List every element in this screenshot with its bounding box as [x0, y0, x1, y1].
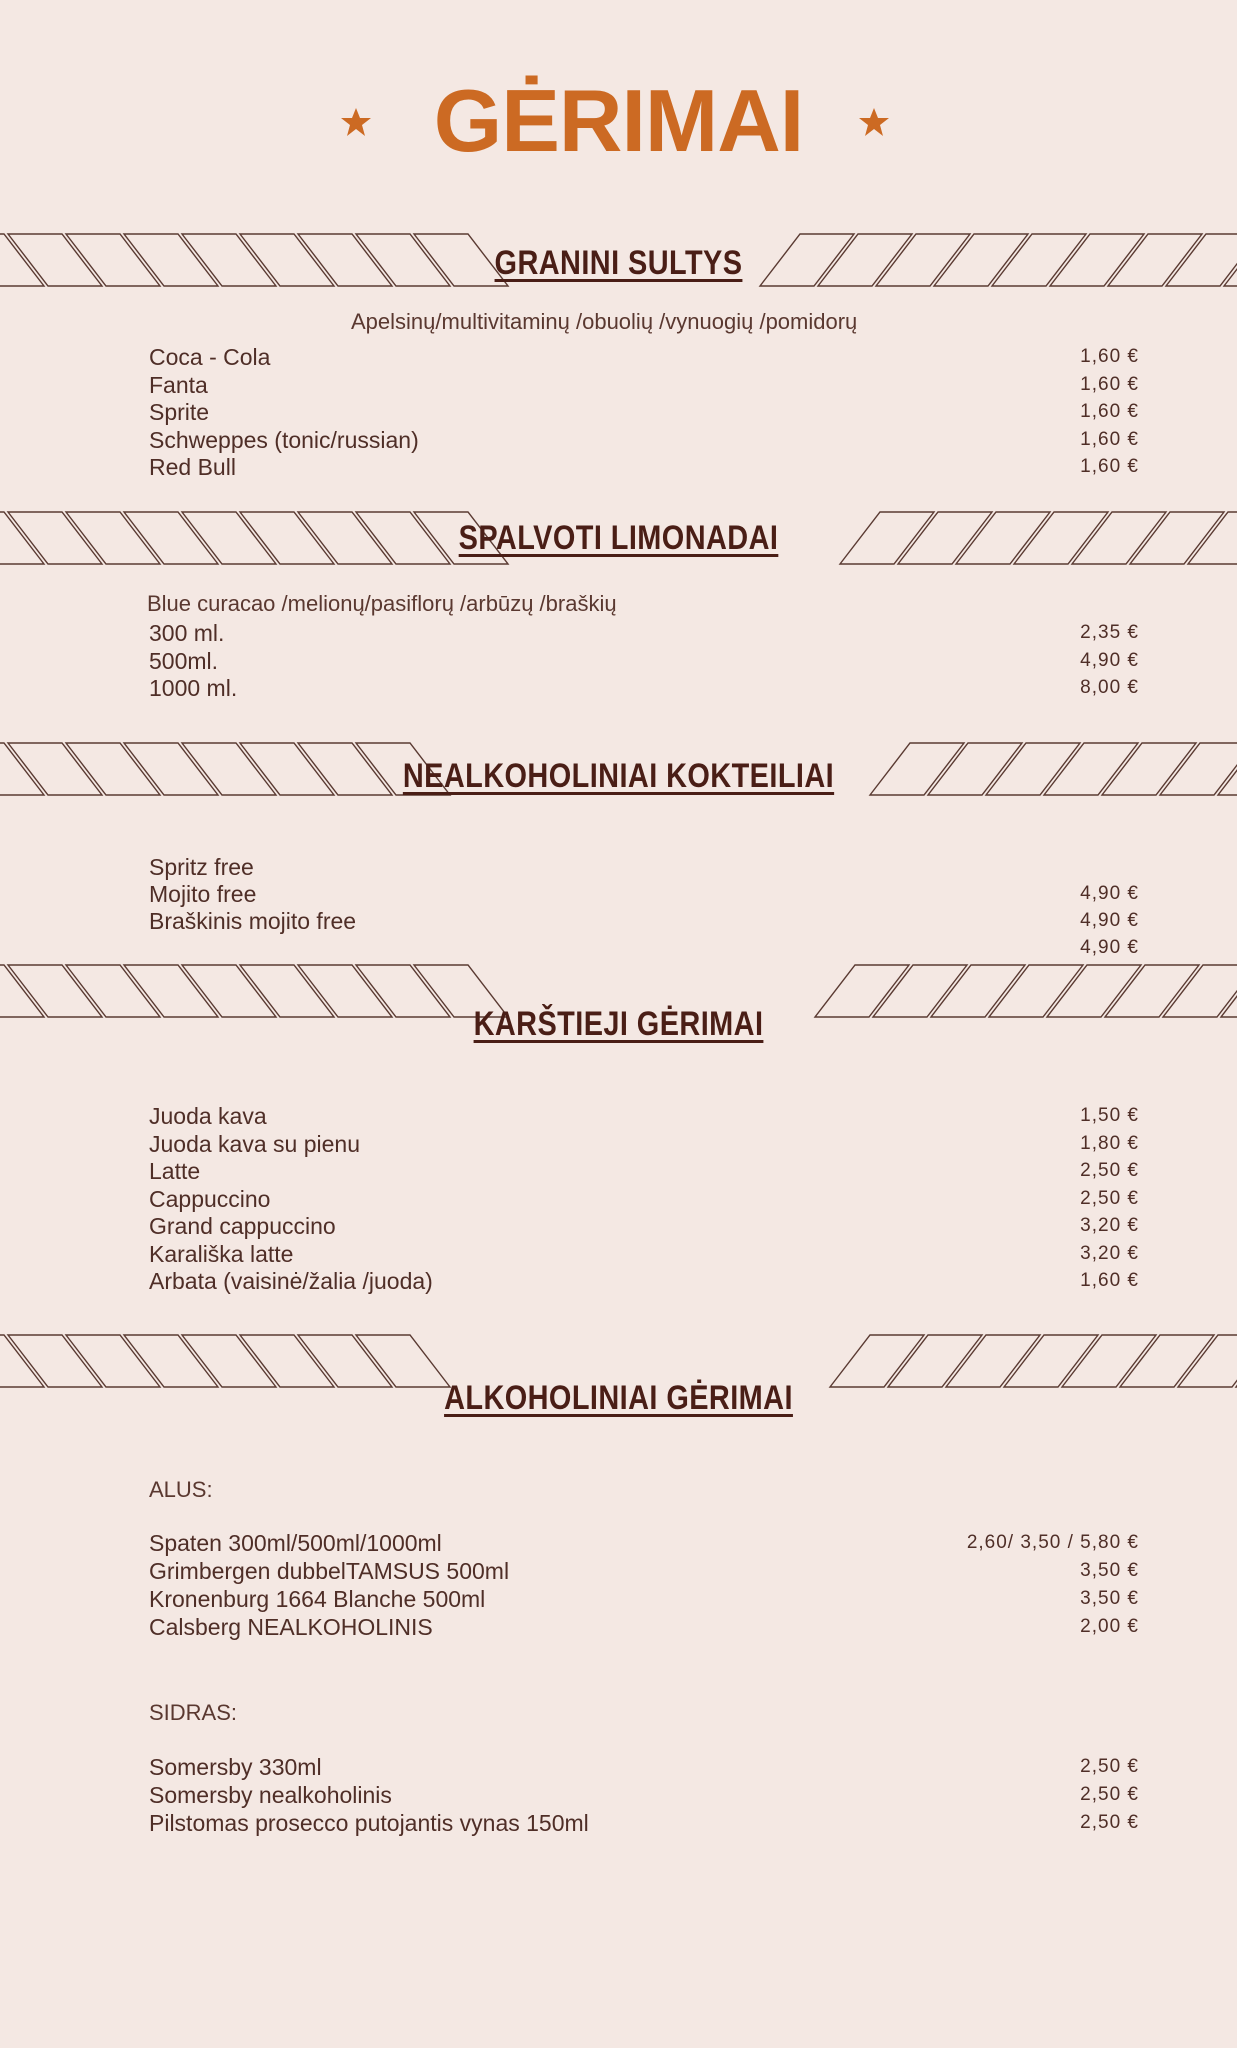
item-price: 4,90 €	[1080, 937, 1139, 958]
alus-label: ALUS:	[149, 1477, 213, 1502]
item-price: 3,50 €	[1080, 1588, 1139, 1609]
menu-item	[149, 854, 1139, 882]
item-name: Braškinis mojito free	[149, 908, 357, 934]
item-name: Somersby 330ml	[149, 1754, 322, 1780]
item-price: 3,20 €	[1080, 1215, 1139, 1236]
item-name: Cappuccino	[149, 1185, 271, 1212]
menu-item	[149, 935, 1139, 963]
section-title-kokteiliai: NEALKOHOLINIAI KOKTEILIAI	[402, 757, 835, 795]
item-price: 4,90 €	[1080, 883, 1139, 904]
menu-item	[149, 1213, 1139, 1241]
item-price: 2,50 €	[1080, 1756, 1139, 1777]
menu-item	[149, 454, 1139, 482]
item-name: Spaten 300ml/500ml/1000ml	[149, 1530, 442, 1556]
section-subtitle: Apelsinų/multivitaminų /obuolių /vynuogių /pomidorų	[351, 309, 858, 334]
item-price: 2,50 €	[1080, 1812, 1139, 1833]
item-name: 300 ml.	[149, 620, 225, 646]
menu-item	[149, 399, 1139, 427]
item-name: Latte	[149, 1158, 201, 1184]
item-name: Juoda kava su pienu	[149, 1130, 360, 1157]
item-name: 500ml.	[149, 647, 219, 674]
menu-item	[149, 1103, 1139, 1131]
item-name: Juoda kava	[149, 1103, 267, 1129]
menu-item	[149, 1614, 1139, 1642]
item-name: Pilstomas prosecco putojantis vynas 150ml	[149, 1810, 589, 1836]
menu-item	[149, 1131, 1139, 1159]
item-price: 8,00 €	[1080, 677, 1139, 698]
item-name: Mojito free	[149, 881, 257, 907]
menu-item	[149, 1782, 1139, 1810]
menu-item	[149, 372, 1139, 400]
item-name: Grand cappuccino	[149, 1213, 336, 1239]
item-price: 1,60 €	[1080, 373, 1139, 395]
menu-item	[149, 1530, 1139, 1558]
menu-item	[149, 908, 1139, 936]
item-price: 2,50 €	[1080, 1784, 1139, 1805]
item-name: Coca - Cola	[149, 344, 271, 370]
item-price: 1,60 €	[1080, 401, 1139, 422]
star-icon	[858, 106, 890, 138]
item-price: 4,90 €	[1080, 910, 1139, 931]
item-price: 1,60 €	[1080, 428, 1139, 450]
menu-item	[149, 1268, 1139, 1296]
menu-item	[149, 344, 1139, 372]
item-name: Kronenburg 1664 Blanche 500ml	[149, 1586, 486, 1612]
item-name: Arbata (vaisinė/žalia /juoda)	[149, 1268, 433, 1294]
item-price: 1,60 €	[1080, 346, 1139, 367]
section-title-karstieji: KARŠTIEJI GĖRIMAI	[473, 1005, 764, 1043]
item-name: Karališka latte	[149, 1240, 294, 1267]
section-subtitle: Blue curacao /melionų/pasiflorų /arbūzų /braškių	[147, 591, 617, 616]
item-price: 1,50 €	[1080, 1105, 1139, 1126]
menu-item	[149, 1558, 1139, 1586]
sidras-label: SIDRAS:	[149, 1700, 238, 1725]
item-price: 3,20 €	[1080, 1242, 1139, 1264]
item-price: 3,50 €	[1080, 1560, 1139, 1581]
item-price: 2,00 €	[1080, 1616, 1139, 1637]
menu-item	[149, 881, 1139, 909]
menu-item	[149, 1158, 1139, 1186]
item-price: 2,50 €	[1080, 1187, 1139, 1209]
star-icon	[340, 106, 372, 138]
item-name: Fanta	[149, 371, 208, 398]
item-name: Red Bull	[149, 454, 236, 480]
menu-item	[149, 1586, 1139, 1614]
item-price: 2,50 €	[1080, 1160, 1139, 1181]
menu-item	[149, 1810, 1139, 1838]
item-price: 1,60 €	[1080, 1270, 1139, 1291]
menu-item	[149, 427, 1139, 455]
section-title-limonadai: SPALVOTI LIMONADAI	[458, 519, 779, 557]
menu-item	[149, 675, 1139, 703]
menu-item	[149, 1241, 1139, 1269]
menu-item	[149, 620, 1139, 648]
item-price: 2,60/ 3,50 / 5,80 €	[966, 1532, 1139, 1553]
menu-item	[149, 648, 1139, 676]
item-name: Sprite	[149, 399, 210, 425]
item-name: 1000 ml.	[149, 675, 238, 701]
section-title-alkoholiniai: ALKOHOLINIAI GĖRIMAI	[444, 1379, 793, 1417]
item-price: 2,35 €	[1080, 622, 1139, 643]
page-title: GĖRIMAI	[433, 71, 804, 170]
item-name: Spritz free	[149, 854, 254, 880]
item-price: 1,80 €	[1080, 1132, 1139, 1154]
menu-item	[149, 1754, 1139, 1782]
item-name: Grimbergen dubbelTAMSUS 500ml	[149, 1558, 510, 1584]
section-title-sultys: GRANINI SULTYS	[494, 244, 743, 282]
item-name: Calsberg NEALKOHOLINIS	[149, 1614, 433, 1640]
item-name: Schweppes (tonic/russian)	[149, 426, 419, 453]
item-price: 4,90 €	[1080, 649, 1139, 671]
menu-item	[149, 1186, 1139, 1214]
item-name: Somersby nealkoholinis	[149, 1782, 392, 1808]
item-price: 1,60 €	[1080, 456, 1139, 477]
